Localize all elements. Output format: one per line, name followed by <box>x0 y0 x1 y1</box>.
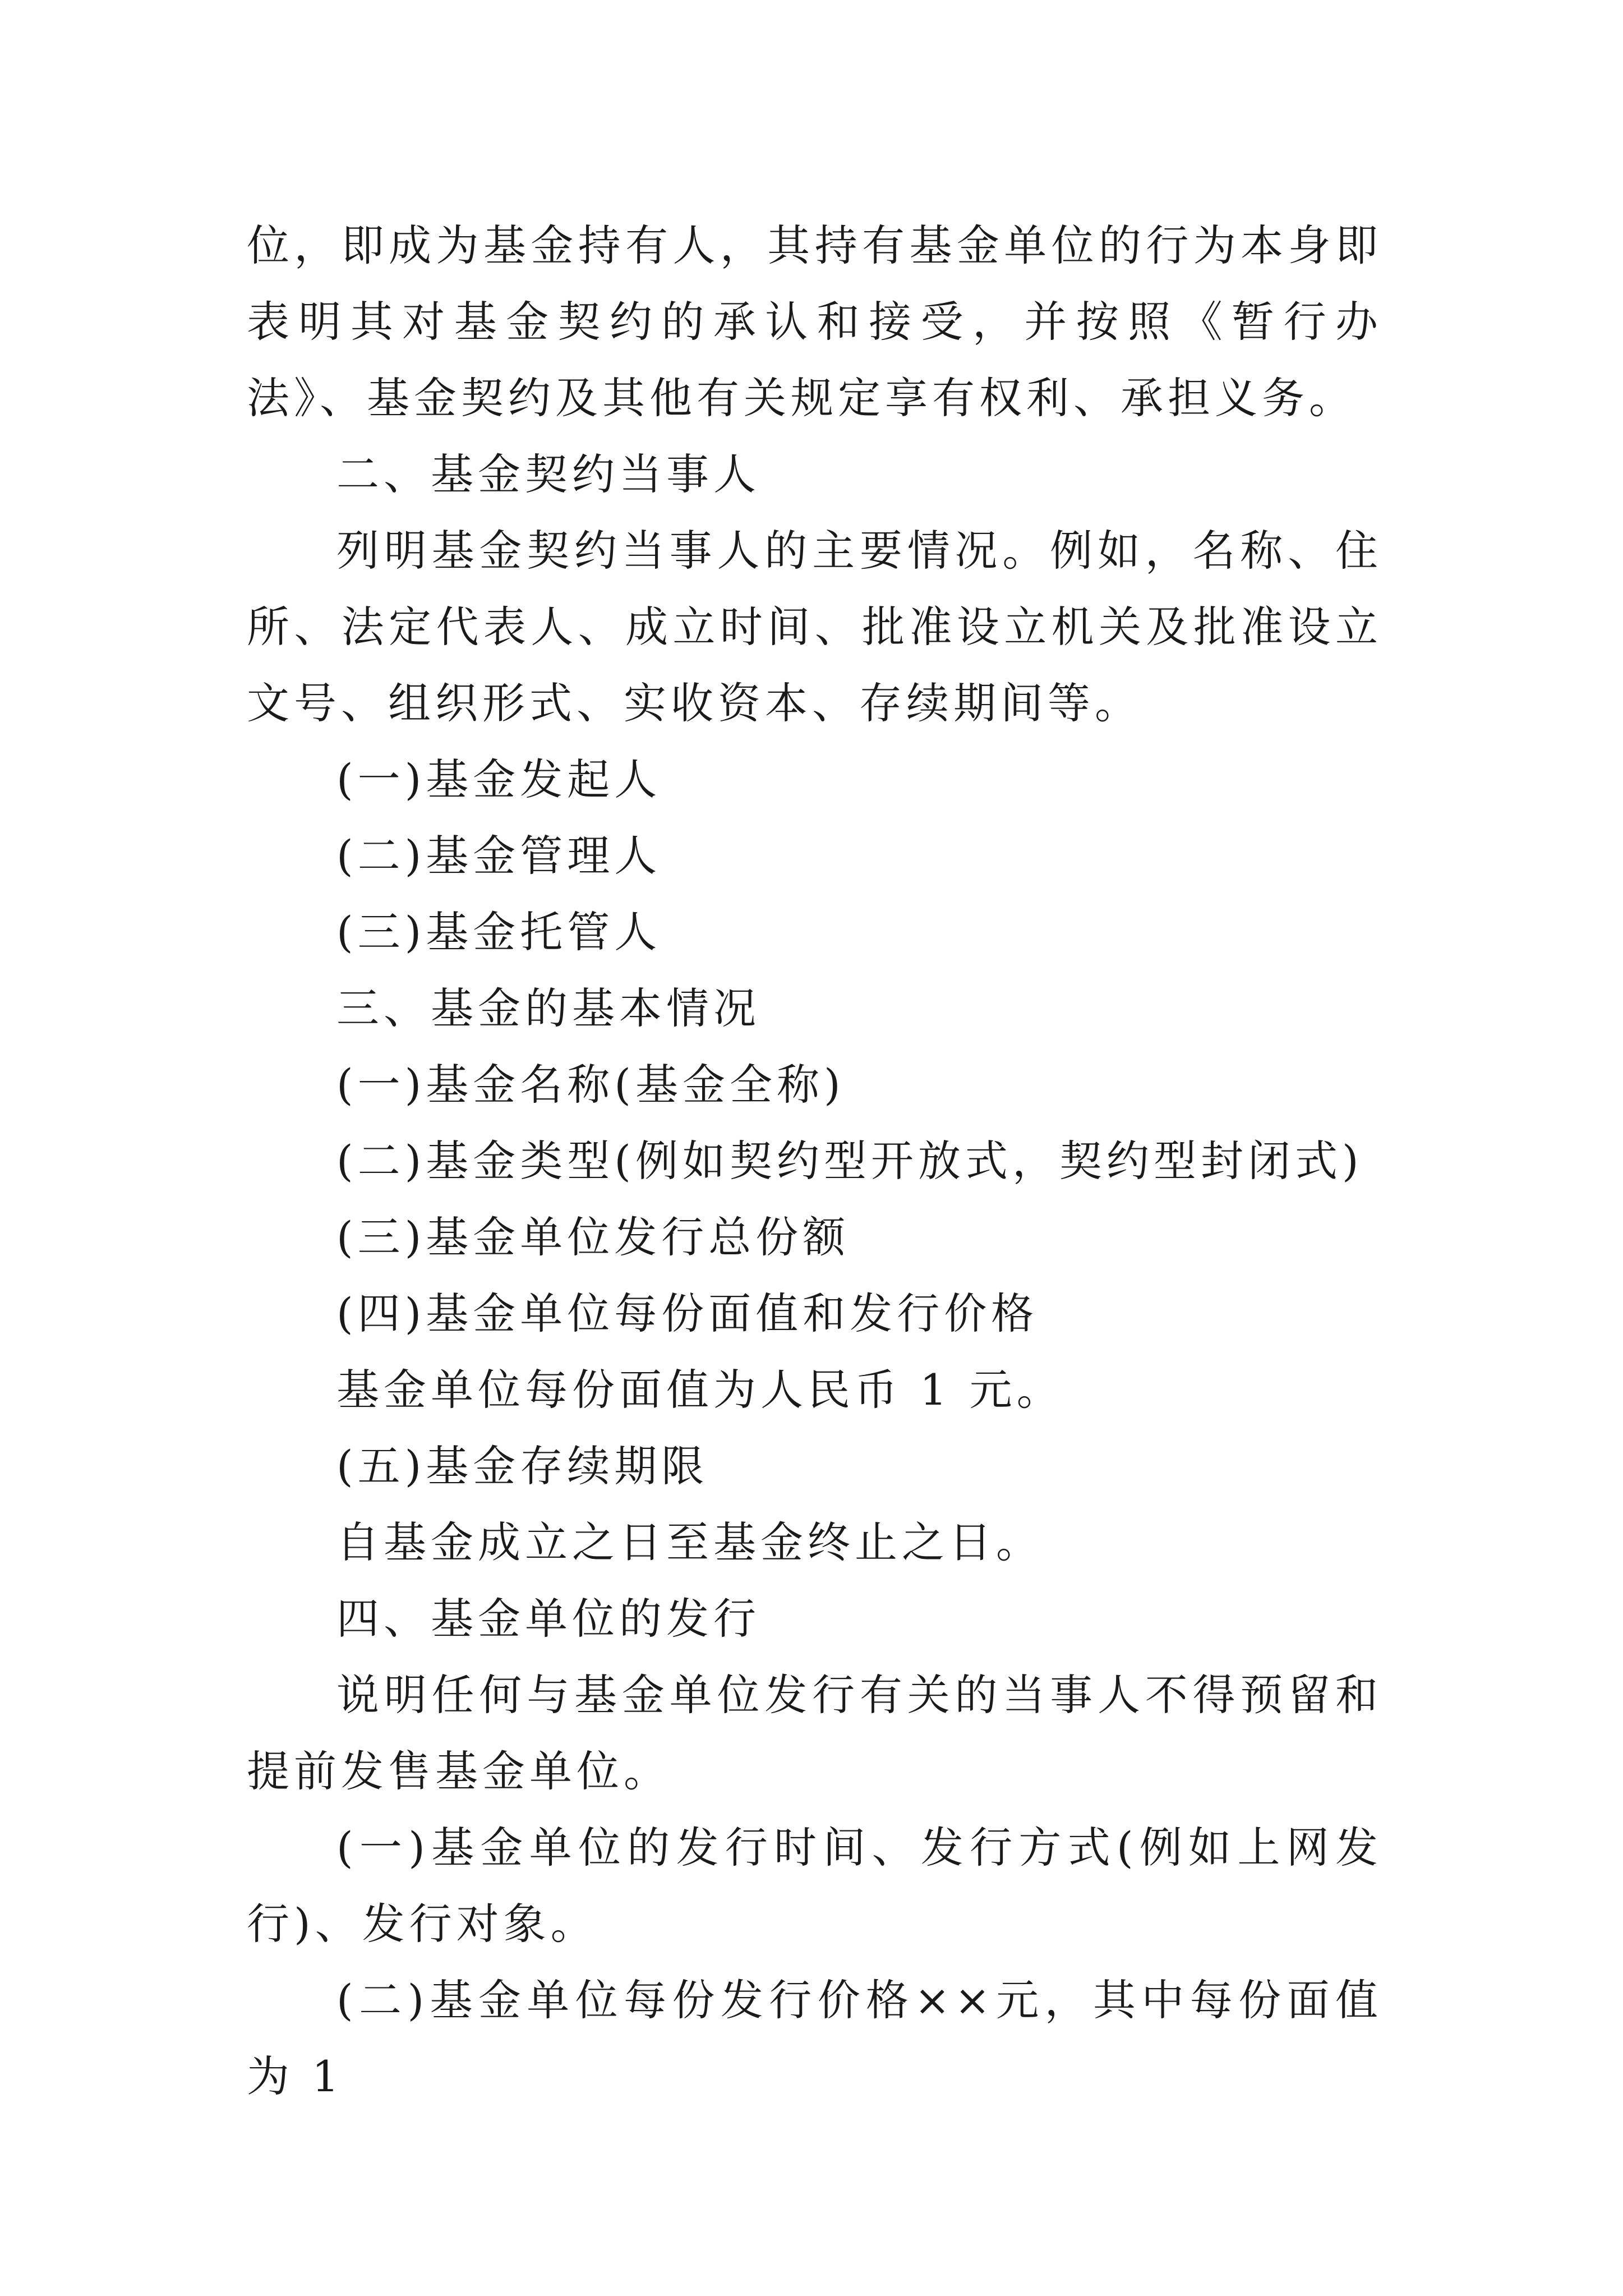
paragraph-parties-info: 列明基金契约当事人的主要情况。例如，名称、住所、法定代表人、成立时间、批准设立机关及批准设立文号、组织形式、实收资本、存续期间等。 <box>247 526 1382 728</box>
subheading-total-units: (三)基金单位发行总份额 <box>336 1212 850 1262</box>
paragraph-issue-price: (二)基金单位每份发行价格××元，其中每份面值为 1 <box>247 1975 1382 2101</box>
heading-fund-basics: 三、基金的基本情况 <box>336 983 760 1033</box>
subheading-fund-manager: (二)基金管理人 <box>336 831 662 881</box>
heading-unit-issuance: 四、基金单位的发行 <box>336 1594 760 1644</box>
paragraph-issuance-time-method: (一)基金单位的发行时间、发行方式(例如上网发行)、发行对象。 <box>247 1823 1382 1949</box>
paragraph-fund-holder: 位，即成为基金持有人，其持有基金单位的行为本身即表明其对基金契约的承认和接受，并按照《暂行办法》、基金契约及其他有关规定享有权利、承担义务。 <box>247 220 1382 423</box>
paragraph-no-presale: 说明任何与基金单位发行有关的当事人不得预留和提前发售基金单位。 <box>247 1670 1382 1796</box>
subheading-fund-custodian: (三)基金托管人 <box>336 907 662 957</box>
subheading-fund-type: (二)基金类型(例如契约型开放式，契约型封闭式) <box>336 1136 1363 1186</box>
document-body <box>247 208 1382 2115</box>
paragraph-face-value: 基金单位每份面值为人民币 1 元。 <box>336 1365 1064 1415</box>
heading-contract-parties: 二、基金契约当事人 <box>336 449 760 499</box>
subheading-fund-name: (一)基金名称(基金全称) <box>336 1060 845 1110</box>
paragraph-duration: 自基金成立之日至基金终止之日。 <box>336 1517 1043 1567</box>
subheading-fund-duration: (五)基金存续期限 <box>336 1441 709 1491</box>
subheading-face-value-price: (四)基金单位每份面值和发行价格 <box>336 1289 1039 1338</box>
subheading-fund-sponsor: (一)基金发起人 <box>336 754 662 804</box>
